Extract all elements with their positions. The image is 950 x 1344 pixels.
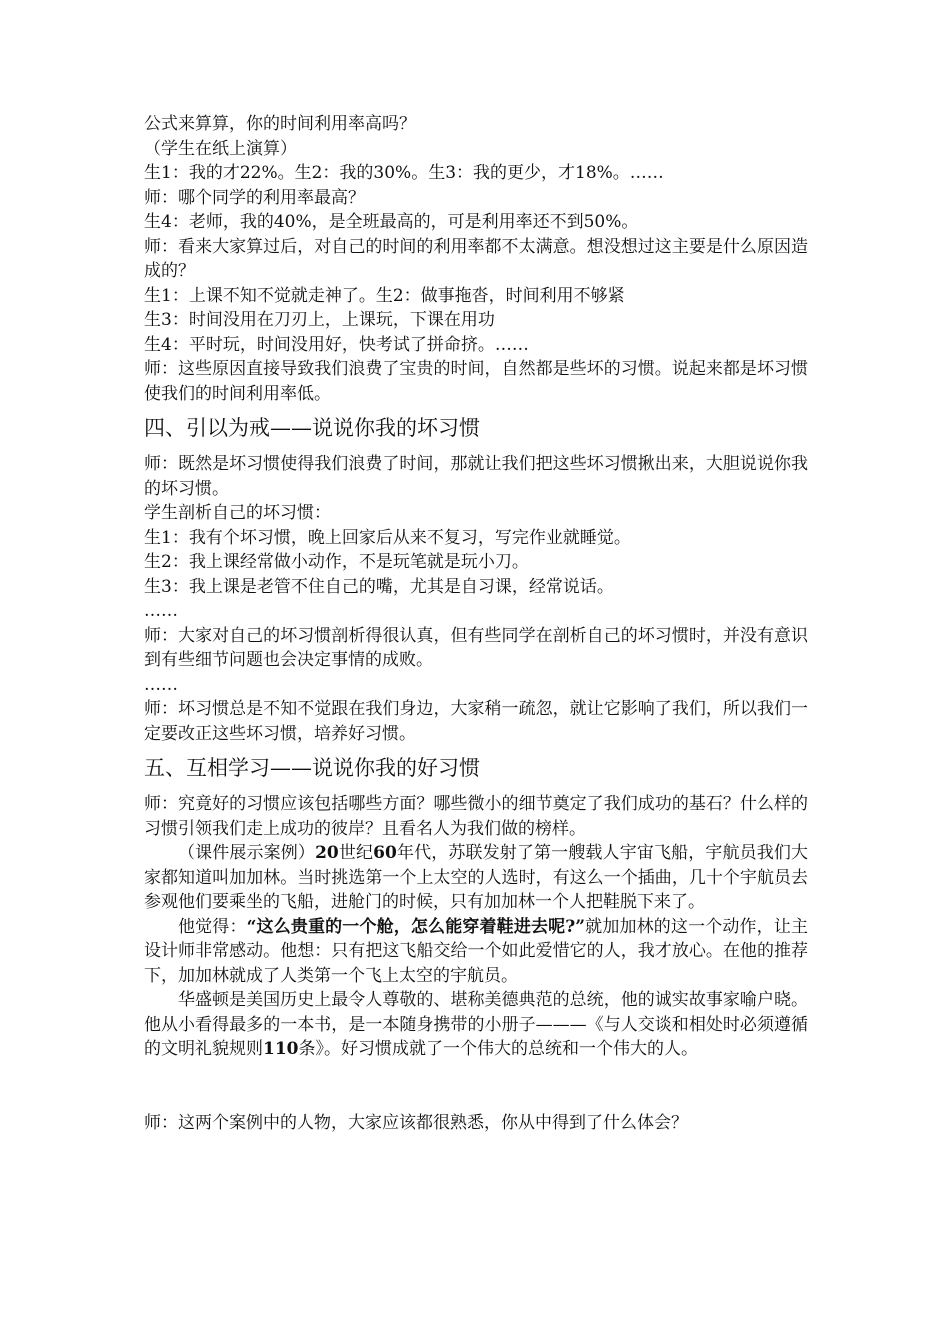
case-gagarin-continued	[144, 915, 808, 989]
paragraph: 生1：我有个坏习惯，晚上回家后从来不复习，写完作业就睡觉。	[144, 527, 631, 548]
section-heading-5: 五、互相学习——说说你我的好习惯	[144, 756, 480, 780]
ellipsis: ……	[144, 601, 178, 621]
paragraph: 公式来算算，你的时间利用率高吗？	[144, 114, 416, 134]
paragraph: 学生剖析自己的坏习惯：	[144, 503, 331, 523]
text-span: 华盛顿是美国历史上最令人尊敬的、堪称美德典范的总统，他的诚实故事家喻户晓。他从小看得最多的一本书，是一本随身携带的小册子———《与人交谈和相处时必须遵循的文明礼貌规则	[144, 990, 808, 1059]
paragraph: 师：既然是坏习惯使得我们浪费了时间，那就让我们把这些坏习惯揪出来，大胆说说你我的坏习惯。	[144, 454, 808, 499]
year-number: 20	[315, 843, 339, 863]
paragraph: 生1：上课不知不觉就走神了。生2：做事拖沓，时间利用不够紧	[144, 285, 625, 306]
paragraph: 生4：老师，我的40%，是全班最高的，可是利用率还不到50%。	[144, 212, 639, 232]
text-span: 条》。好习惯成就了一个伟大的总统和一个伟大的人。	[298, 1039, 698, 1059]
paragraph: 师：大家对自己的坏习惯剖析得很认真，但有些同学在剖析自己的坏习惯时，并没有意识到有些细节问题也会决定事情的成败。	[144, 625, 808, 670]
document-page	[144, 112, 808, 1135]
closing-question: 师：这两个案例中的人物，大家应该都很熟悉，你从中得到了什么体会？	[144, 1112, 688, 1133]
year-number: 60	[373, 843, 397, 863]
text-span: 世纪	[338, 843, 374, 863]
text-span: 他觉得：	[178, 916, 247, 937]
quote: “这么贵重的一个舱，怎么能穿着鞋进去呢?”	[246, 916, 586, 937]
case-label: （课件展示案例）	[178, 843, 316, 863]
section-heading-4: 四、引以为戒——说说你我的坏习惯	[144, 416, 480, 440]
paragraph: （学生在纸上演算）	[144, 138, 297, 159]
paragraph: 师：看来大家算过后，对自己的时间的利用率都不太满意。想没想过这主要是什么原因造成的？	[144, 236, 808, 281]
paragraph: 师：这些原因直接导致我们浪费了宝贵的时间，自然都是些坏的习惯。说起来都是坏习惯使我们的时间利用率低。	[144, 359, 808, 404]
paragraph: 生1：我的才22%。生2：我的30%。生3：我的更少，才18%。……	[144, 163, 664, 183]
ellipsis: ……	[144, 674, 178, 695]
text-span: 年代，苏联发射了第一艘载人宇宙飞船，宇航员我们大家都知道叫加加林。当时挑选第一个上太空的人选时，有这么一个插曲，几十个宇航员去参观他们要乘坐的飞船，进舱门的时候，只有加加林一个人把鞋脱下来了。	[144, 843, 809, 912]
paragraph: 师：坏习惯总是不知不觉跟在我们身边，大家稍一疏忽，就让它影响了我们，所以我们一定要改正这些坏习惯，培养好习惯。	[144, 699, 808, 744]
blank-space	[144, 1062, 808, 1111]
paragraph: 生2：我上课经常做小动作，不是玩笔就是玩小刀。	[144, 552, 529, 572]
text-span: 就加加林的这一个动作，让主设计师非常感动。他想：只有把这飞船交给一个如此爱惜它的人，我才放心。在他的推荐下，加加林就成了人类第一个飞上太空的宇航员。	[144, 916, 808, 986]
case-gagarin	[144, 841, 808, 915]
paragraph: 生3：时间没用在刀刃上，上课玩，下课在用功	[144, 310, 495, 330]
paragraph: 生4：平时玩，时间没用好，快考试了拼命挤。……	[144, 334, 529, 355]
paragraph: 师：究竟好的习惯应该包括哪些方面？哪些微小的细节奠定了我们成功的基石？什么样的习惯引领我们走上成功的彼岸？且看名人为我们做的榜样。	[144, 794, 808, 839]
case-washington	[144, 988, 808, 1062]
paragraph: 生3：我上课是老管不住自己的嘴，尤其是自习课，经常说话。	[144, 576, 614, 597]
rule-count: 110	[263, 1039, 299, 1059]
paragraph: 师：哪个同学的利用率最高？	[144, 187, 365, 208]
